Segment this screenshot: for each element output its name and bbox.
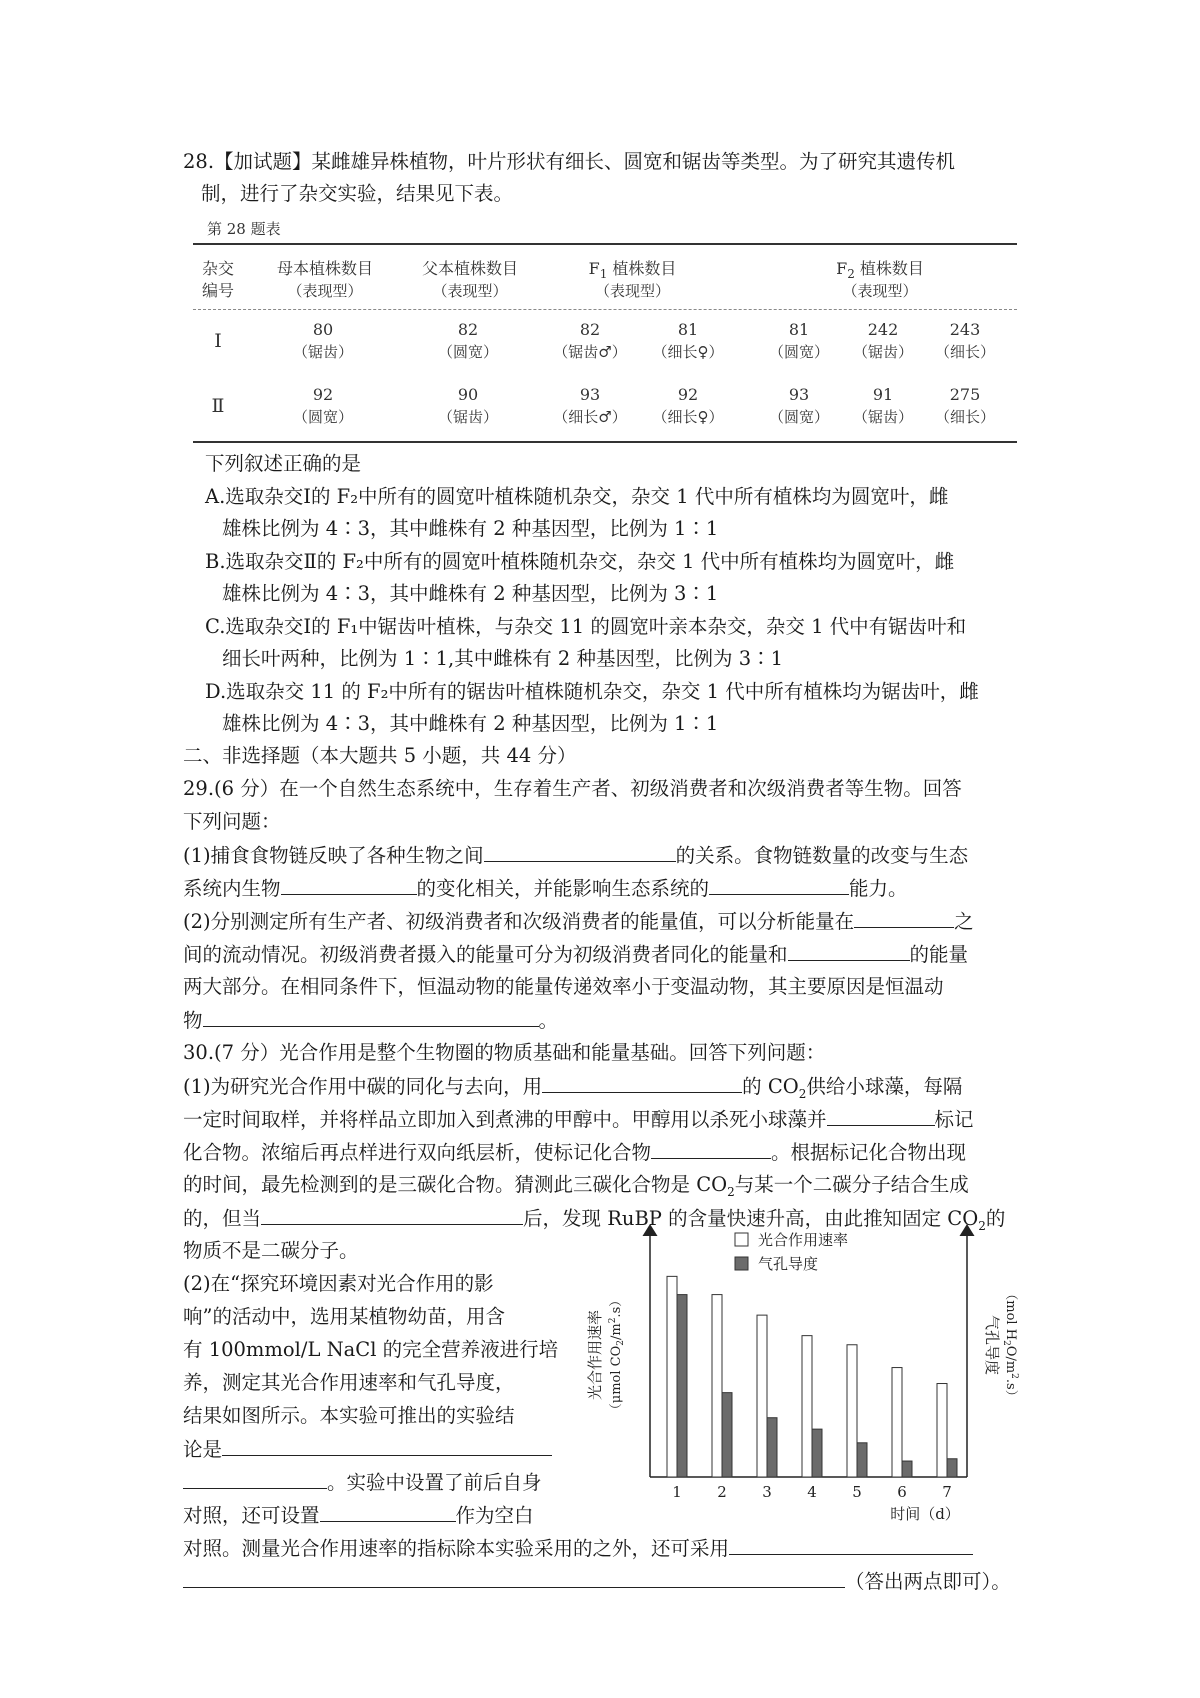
q30-line-5: 的时间，最先检测到的是三碳化合物。猜测此三碳化合物是 $CO_2$与某一个二碳分子结合生成 [183,1173,969,1199]
bar-photosynthesis-day-2 [712,1295,722,1477]
option-d-line-2: 雄株比例为 4∶3，其中雌株有 2 种基因型，比例为 1∶1 [222,712,719,735]
q30-line-4: 化合物。浓缩后再点样进行双向纸层析，使标记化合物 。根据标记化合物出现 [183,1138,966,1167]
q30-line-15: 对照，还可设置 作为空白 [183,1501,534,1530]
cell: 90 （锯齿） [437,385,498,426]
bar-stomatal-day-4 [812,1429,822,1477]
y-left-label: 光合作用速率 [586,1309,604,1401]
th-father: 父本植株数目 （表现型） [421,259,518,300]
photosynthesis-chart [580,1215,1030,1535]
x-tick-label: 3 [762,1483,772,1501]
section-heading: 二、非选择题（本大题共 5 小题，共 44 分） [183,744,577,767]
bar-photosynthesis-day-6 [892,1368,902,1477]
legend-swatch [735,1233,748,1246]
answer-blank[interactable] [261,1204,523,1225]
q30-line-16: 对照。测量光合作用速率的指标除本实验采用的之外，还可采用 [183,1534,973,1563]
answer-blank[interactable] [788,940,910,961]
bar-stomatal-day-7 [947,1459,957,1477]
row-id: Ⅰ [214,330,222,352]
cell: 92 （圆宽） [292,385,353,426]
answer-blank[interactable] [827,1105,935,1126]
th-f1: $F_1$ 植株数目 （表现型） [588,259,677,300]
y-right-label: 气孔导度 [983,1314,1001,1376]
q29-line-8: 物 。 [183,1006,558,1035]
q30-line-9: 响”的活动中，选用某植物幼苗，用含 [183,1305,505,1328]
bar-photosynthesis-day-4 [802,1336,812,1477]
row-id: Ⅱ [211,395,225,417]
option-c-line-2: 细长叶两种，比例为 1∶1,其中雌株有 2 种基因型，比例为 3∶1 [222,647,784,670]
x-tick-label: 4 [807,1483,817,1501]
cell: 243 （细长） [934,320,995,361]
th-f2: $F_2$ 植株数目 （表现型） [836,259,924,300]
q28-stem: 下列叙述正确的是 [205,452,362,475]
bar-photosynthesis-day-1 [667,1276,677,1477]
answer-blank[interactable] [729,1534,973,1555]
q30-line-1: 30.(7 分）光合作用是整个生物圈的物质基础和能量基础。回答下列问题： [183,1041,826,1064]
option-b-line-2: 雄株比例为 4∶3，其中雌株有 2 种基因型，比例为 3∶1 [222,582,719,605]
q30-line-12: 结果如图所示。本实验可推出的实验结 [183,1404,515,1427]
bar-stomatal-day-3 [767,1418,777,1477]
bar-stomatal-day-1 [677,1295,687,1477]
cell: 242 （锯齿） [852,320,913,361]
q30-line-6: 的，但当 后，发现 RuBP 的含量快速升高，由此推知固定 $CO_2$的 [183,1204,1005,1233]
answer-blank[interactable] [542,1072,742,1093]
y-right-unit: （mol $H_2O/m^2.s$） [1001,1287,1019,1403]
answer-blank[interactable] [203,1006,539,1027]
option-a-line-1: A.选取杂交Ⅰ的 F₂中所有的圆宽叶植株随机杂交，杂交 1 代中所有植株均为圆宽叶，雌 [205,485,949,508]
q28-line-2: 制，进行了杂交实验，结果见下表。 [201,182,514,205]
answer-blank[interactable] [183,1468,327,1489]
answer-blank[interactable] [183,1567,845,1588]
x-tick-label: 6 [897,1483,907,1501]
x-tick-label: 1 [672,1483,682,1501]
answer-blank[interactable] [484,841,676,862]
q30-line-14: 。实验中设置了前后自身 [183,1468,542,1497]
q30-line-8: (2)在“探究环境因素对光合作用的影 [183,1272,494,1295]
option-a-line-2: 雄株比例为 4∶3，其中雌株有 2 种基因型，比例为 1∶1 [222,517,719,540]
table-header-rule [193,309,1017,310]
legend-swatch [735,1257,748,1270]
table-bottom-rule [193,441,1017,443]
option-d-line-1: D.选取杂交 11 的 F₂中所有的锯齿叶植株随机杂交，杂交 1 代中所有植株均为锯齿叶，雌 [205,680,979,703]
q30-line-7: 物质不是二碳分子。 [183,1239,359,1262]
q29-line-7: 两大部分。在相同条件下，恒温动物的能量传递效率小于变温动物，其主要原因是恒温动 [183,975,944,998]
bar-photosynthesis-day-3 [757,1315,767,1477]
bar-stomatal-day-6 [902,1461,912,1477]
x-tick-labels [672,1483,952,1501]
answer-blank[interactable] [320,1501,456,1522]
y-left-unit: （μmol $CO_2/m^2.s$） [608,1293,626,1417]
answer-blank[interactable] [281,874,417,895]
cell: 92 （细长♀） [652,385,724,426]
q30-line-17: （答出两点即可）。 [183,1567,1011,1596]
bar-photosynthesis-day-5 [847,1345,857,1477]
x-tick-label: 5 [852,1483,862,1501]
th-cross-number: 杂交 编号 [201,259,234,300]
cell: 91 （锯齿） [852,385,913,426]
cell: 275 （细长） [934,385,995,426]
q30-line-3: 一定时间取样，并将样品立即加入到煮沸的甲醇中。甲醇用以杀死小球藻并 标记 [183,1105,974,1134]
q29-line-5: (2)分别测定所有生产者、初级消费者和次级消费者的能量值，可以分析能量在 之 [183,907,974,936]
th-mother: 母本植株数目 （表现型） [276,259,373,300]
q29-line-4: 系统内生物 的变化相关，并能影响生态系统的 能力。 [183,874,908,903]
q30-line-10: 有 100mmol/L NaCl 的完全营养液进行培 [183,1338,559,1361]
answer-blank[interactable] [222,1435,552,1456]
table-caption: 第 28 题表 [207,220,281,238]
bar-stomatal-day-5 [857,1443,867,1477]
cell: 81 （细长♀） [652,320,724,361]
x-axis-label: 时间（d） [890,1505,960,1523]
answer-blank[interactable] [854,907,954,928]
x-tick-label: 2 [717,1483,727,1501]
cell: 82 （圆宽） [437,320,498,361]
bar-stomatal-day-2 [722,1393,732,1477]
chart-legend [735,1231,848,1273]
q29-line-1: 29.(6 分）在一个自然生态系统中，生存着生产者、初级消费者和次级消费者等生物。回答 [183,777,962,800]
option-b-line-1: B.选取杂交Ⅱ的 F₂中所有的圆宽叶植株随机杂交，杂交 1 代中所有植株均为圆宽叶，雌 [205,550,955,573]
q29-line-2: 下列问题： [183,810,281,833]
q30-line-13: 论是 [183,1435,552,1464]
q30-line-2: (1)为研究光合作用中碳的同化与去向，用 的 $CO_2$供给小球藻，每隔 [183,1072,962,1101]
answer-blank[interactable] [651,1138,771,1159]
x-tick-label: 7 [942,1483,952,1501]
cell: 81 （圆宽） [768,320,829,361]
bar-photosynthesis-day-7 [937,1384,947,1477]
legend-label: 光合作用速率 [758,1231,849,1249]
q30-line-11: 养，测定其光合作用速率和气孔导度， [183,1371,515,1394]
option-c-line-1: C.选取杂交Ⅰ的 F₁中锯齿叶植株，与杂交 11 的圆宽叶亲本杂交，杂交 1 代中有锯齿叶和 [205,615,967,638]
legend-label: 气孔导度 [758,1255,819,1273]
q29-line-6: 间的流动情况。初级消费者摄入的能量可分为初级消费者同化的能量和 的能量 [183,940,968,969]
table-top-rule [193,243,1017,245]
cell: 82 （锯齿♂） [553,320,627,361]
q29-line-3: (1)捕食食物链反映了各种生物之间 的关系。食物链数量的改变与生态 [183,841,968,870]
answer-blank[interactable] [709,874,849,895]
chart-bars [667,1276,957,1477]
q28-line-1: 28.【加试题】某雌雄异株植物，叶片形状有细长、圆宽和锯齿等类型。为了研究其遗传机 [183,150,956,173]
cell: 80 （锯齿） [292,320,353,361]
cell: 93 （细长♂） [553,385,627,426]
cell: 93 （圆宽） [768,385,829,426]
